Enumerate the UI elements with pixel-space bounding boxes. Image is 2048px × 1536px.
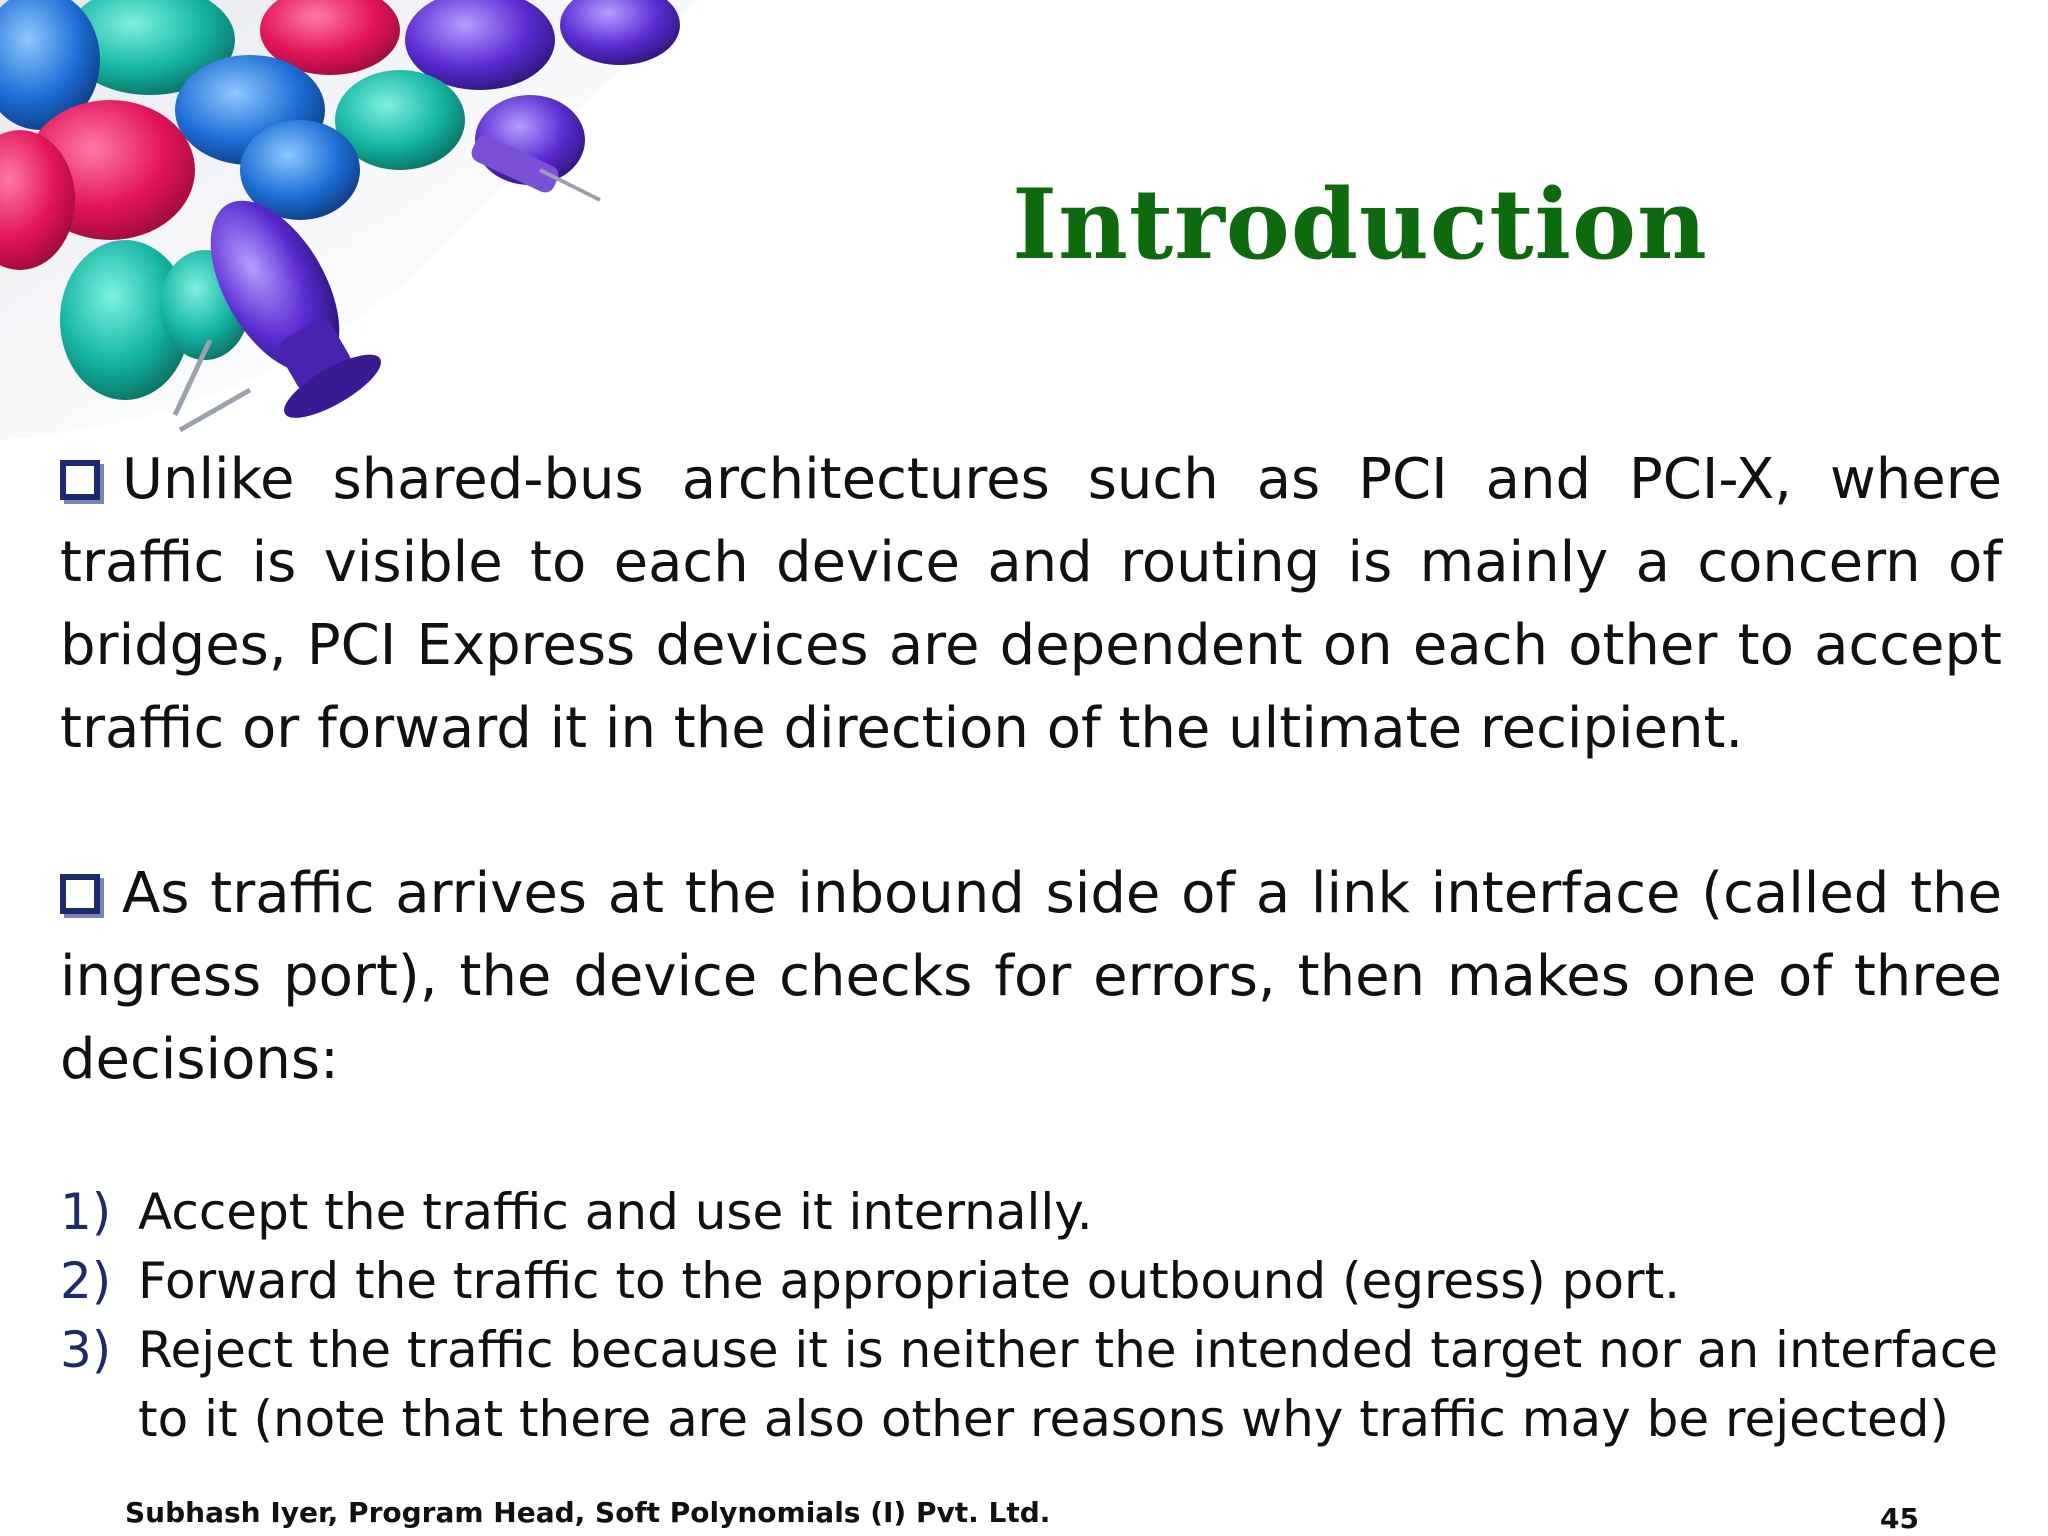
slide-title: Introduction [1012,168,1708,281]
decision-list [60,1178,2002,1454]
page-number: 45 [1880,1502,1919,1535]
list-item-text: Accept the traffic and use it internally. [138,1183,1093,1241]
list-item-number: 2) [60,1252,112,1310]
list-item-text: Reject the traffic because it is neither the intended target nor an interface to it (note that there are also other reasons why traffic may be rejected) [138,1321,1999,1448]
checkbox-bullet-icon [60,874,100,914]
paragraph-2-text: As traffic arrives at the inbound side of a link interface (called the ingress port), the device checks for errors, then makes one of three decisions: [60,861,2002,1092]
list-item-text: Forward the traffic to the appropriate outbound (egress) port. [138,1252,1681,1310]
list-item-number: 3) [60,1321,112,1379]
footer-author: Subhash Iyer, Program Head, Soft Polynomials (I) Pvt. Ltd. [125,1496,1051,1529]
list-item [60,1316,2002,1454]
list-item [60,1247,2002,1316]
list-item-number: 1) [60,1183,112,1241]
list-item [60,1178,2002,1247]
checkbox-bullet-icon [60,460,100,500]
paragraph-1 [60,438,2002,770]
push-pins-image [0,0,720,440]
paragraph-1-text: Unlike shared-bus architectures such as PCI and PCI-X, where traffic is visible to each device and routing is mainly a concern of bridges, PCI Express devices are dependent on each other to accept traffic or forward it in the direction of the ultimate recipient. [60,447,2002,761]
paragraph-2 [60,852,2002,1101]
